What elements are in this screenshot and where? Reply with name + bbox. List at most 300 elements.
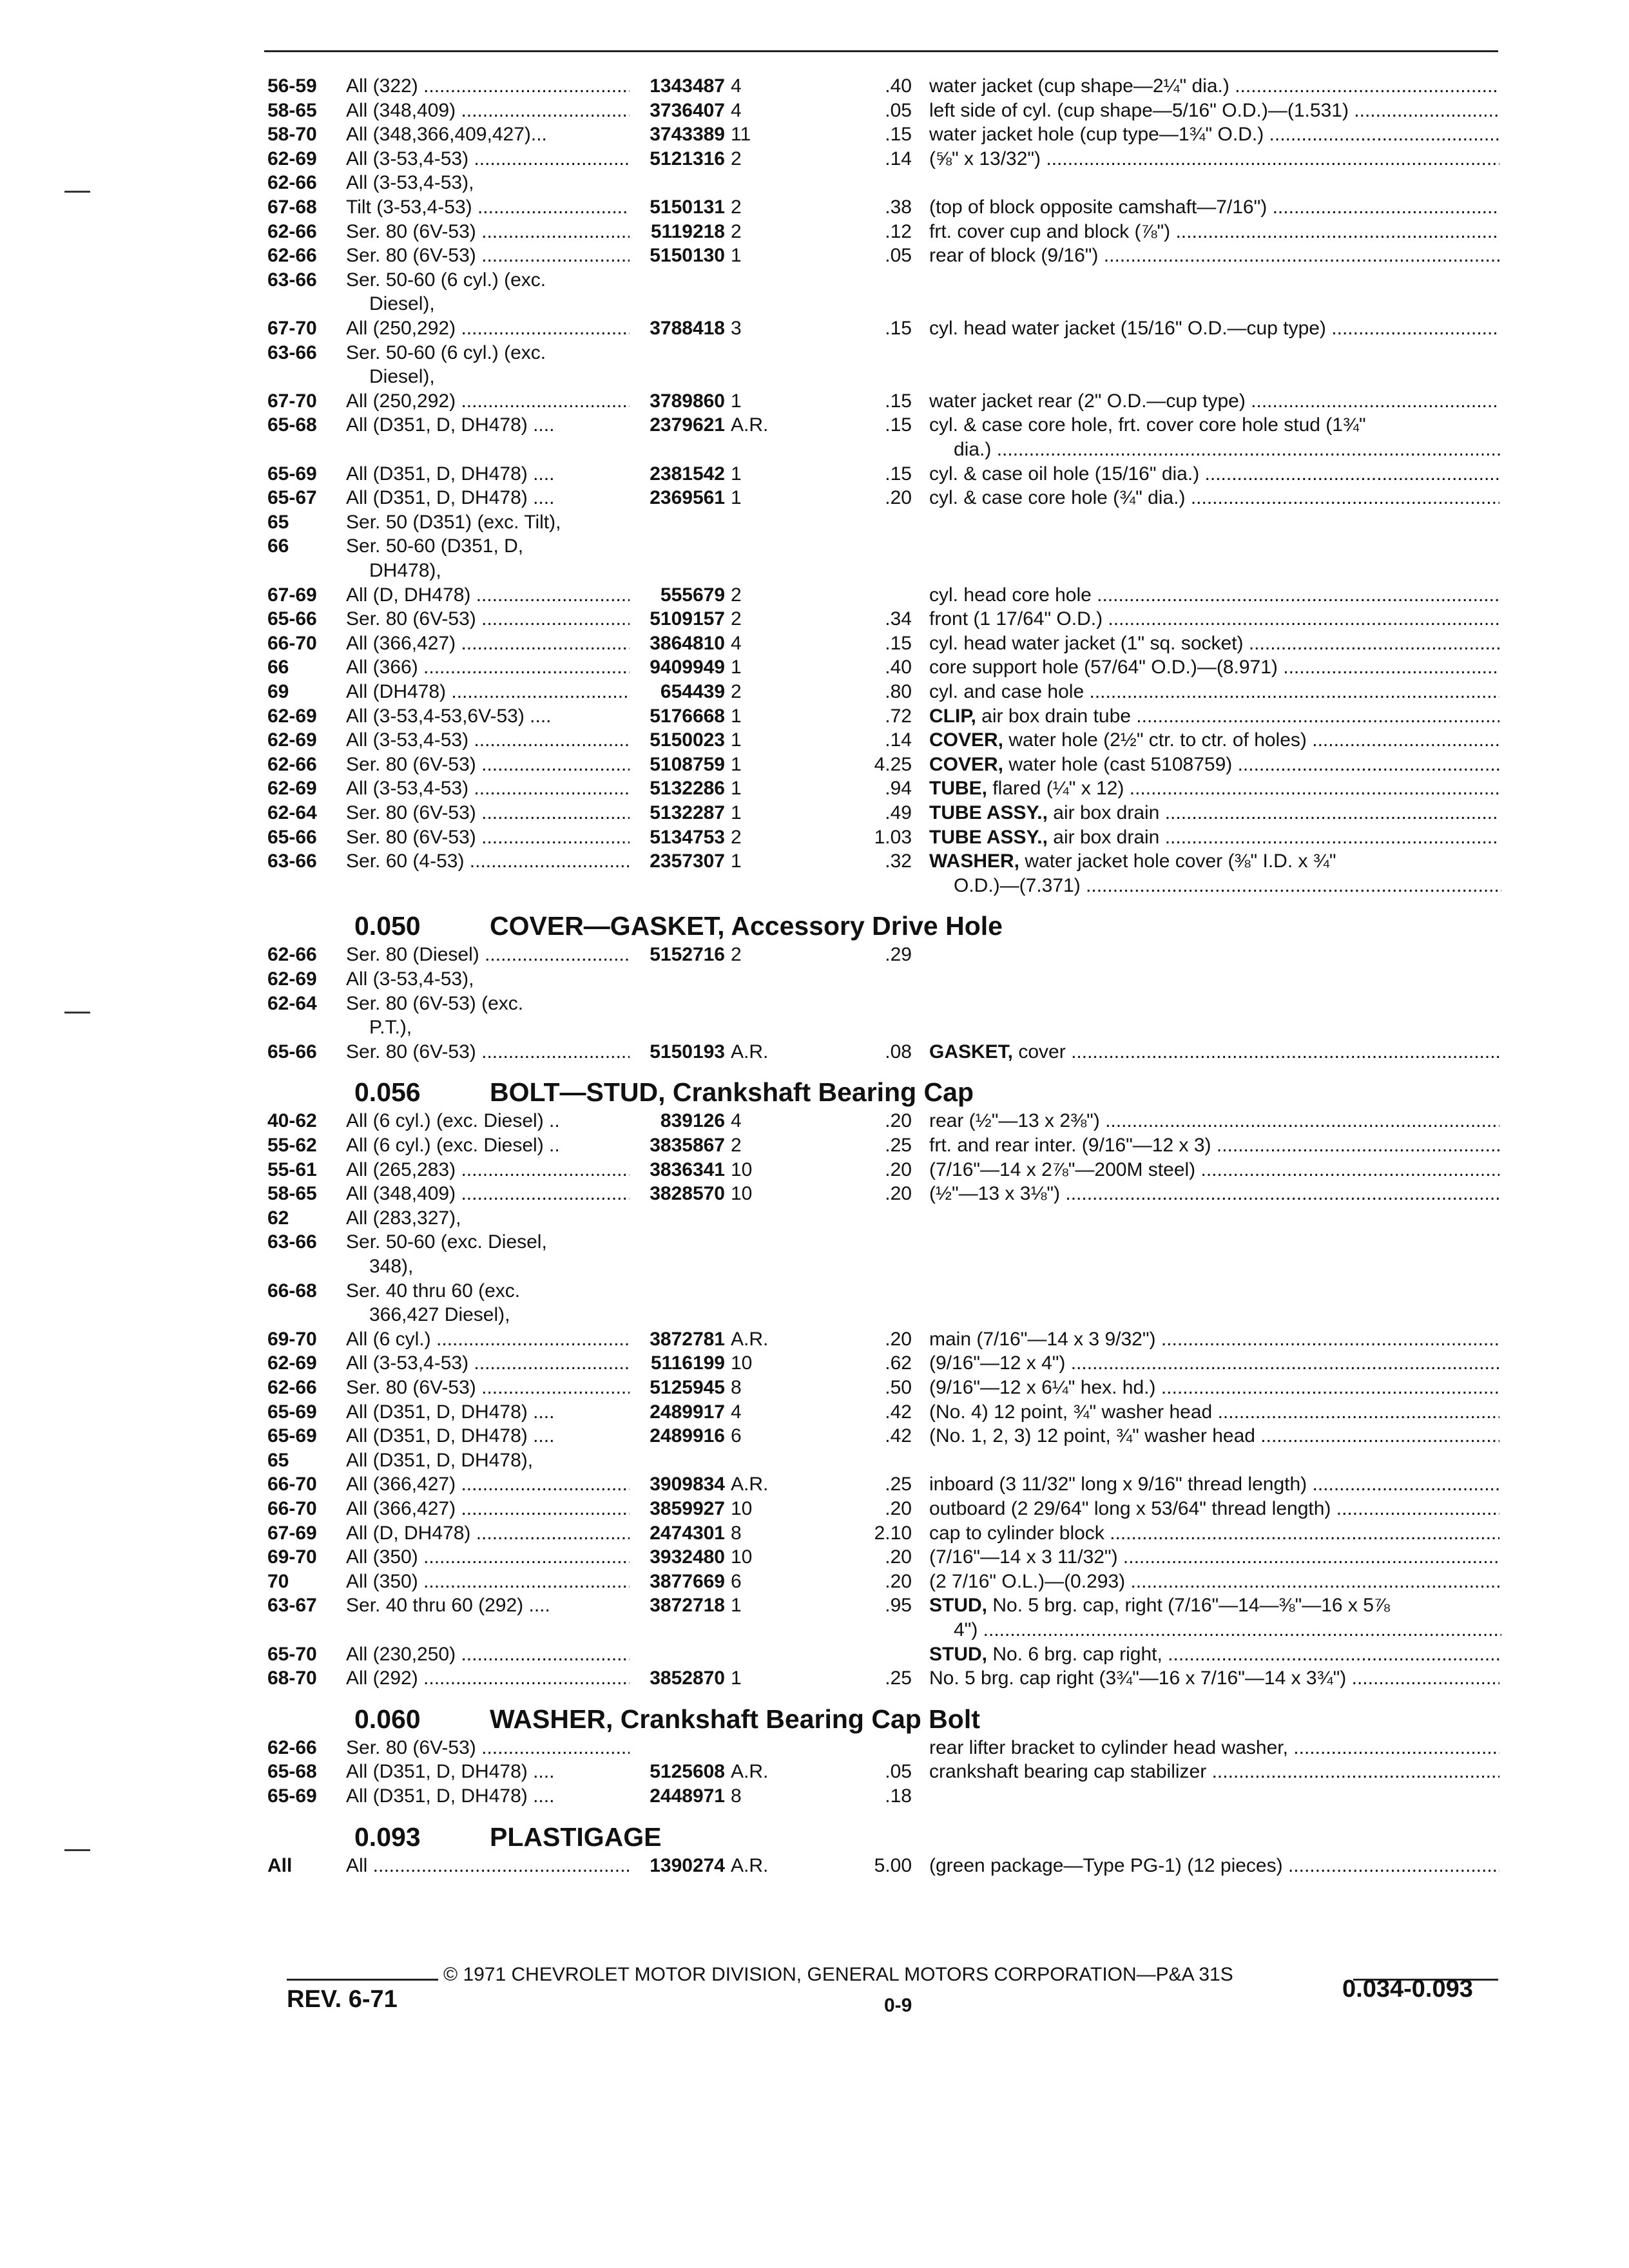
quantity-text: 2 (731, 944, 742, 966)
model-year-text: 65-66 (267, 1041, 317, 1062)
model-year (267, 1376, 317, 1400)
application (346, 1182, 630, 1206)
application (346, 1784, 630, 1809)
price (809, 753, 912, 777)
quantity (731, 776, 742, 801)
part-number-text: 5152716 (650, 944, 725, 966)
price (809, 244, 912, 268)
application-text: All (D, DH478) (346, 1522, 471, 1544)
price-text: .14 (885, 729, 912, 751)
application-text: Tilt (3-53,4-53) (346, 197, 472, 218)
application (346, 825, 630, 850)
table-row (0, 1618, 1629, 1642)
section-title: PLASTIGAGE (490, 1821, 662, 1852)
application-cont (369, 1303, 510, 1327)
application-text: All (3-53,4-53) (346, 729, 469, 751)
application-text: Ser. 80 (6V-53) (346, 245, 476, 267)
part-number (628, 122, 725, 147)
table-row (0, 680, 1629, 704)
model-year (267, 462, 317, 486)
application-text: All (250,292) (346, 318, 456, 339)
quantity-text: 10 (731, 1498, 753, 1519)
model-year (267, 1424, 317, 1448)
price-text: .15 (885, 390, 912, 412)
part-number (628, 1182, 725, 1206)
application (346, 1158, 630, 1182)
price-text: .05 (885, 245, 912, 267)
model-year (267, 967, 317, 992)
model-year (267, 992, 317, 1016)
section-code: 0.056 (354, 1077, 421, 1108)
part-number-text: 5108759 (650, 753, 725, 775)
model-year (267, 268, 317, 293)
quantity-text: 10 (731, 1352, 753, 1374)
model-year-text: 65-67 (267, 487, 317, 509)
quantity (731, 753, 742, 777)
model-year-text: 55-62 (267, 1135, 317, 1156)
model-year-text: 62-69 (267, 148, 317, 169)
price-text: 2.10 (874, 1522, 912, 1544)
table-row (0, 1497, 1629, 1521)
model-year (267, 316, 317, 341)
price (809, 1327, 912, 1352)
model-year (267, 776, 317, 801)
model-year (267, 1593, 317, 1618)
model-year (267, 849, 317, 874)
application-cont-text: 366,427 Diesel), (369, 1304, 510, 1326)
model-year (267, 122, 317, 147)
price-text: .14 (885, 148, 912, 169)
application-text: All (D351, D, DH478) .... (346, 1761, 555, 1783)
quantity (731, 74, 742, 99)
description-cont-text: dia.) (954, 439, 992, 460)
model-year (267, 1040, 317, 1064)
price (809, 1109, 912, 1133)
description-text: frt. and rear inter. (9/16"—12 x 3) (929, 1135, 1211, 1156)
model-year-text: 67-70 (267, 318, 317, 339)
model-year-text: 66-70 (267, 632, 317, 654)
quantity (731, 220, 742, 244)
price-text: .20 (885, 1328, 912, 1350)
description-text: cover (1018, 1041, 1066, 1062)
part-number (628, 825, 725, 850)
price (809, 389, 912, 414)
application (346, 1521, 630, 1546)
model-year (267, 413, 317, 437)
part-name: CLIP, (929, 705, 976, 727)
quantity (731, 1327, 768, 1352)
application (346, 776, 630, 801)
quantity-text: 1 (731, 1595, 742, 1617)
model-year (267, 534, 289, 559)
top-rule (264, 50, 1498, 52)
table-row (0, 753, 1629, 777)
description-text: cyl. head water jacket (15/16" O.D.—cup type) (929, 318, 1326, 339)
part-number-text: 2369561 (650, 487, 725, 509)
application-cont-text: Diesel), (369, 293, 435, 315)
application (346, 147, 630, 171)
quantity-text: 10 (731, 1183, 753, 1205)
model-year-text: 63-66 (267, 269, 317, 291)
part-number-text: 1343487 (650, 75, 725, 97)
part-number-text: 3872718 (650, 1595, 725, 1617)
price-text: .25 (885, 1474, 912, 1495)
application-text: All (3-53,4-53), (346, 172, 474, 194)
quantity (731, 122, 751, 147)
part-number-text: 2489917 (650, 1401, 725, 1423)
price (809, 680, 912, 704)
price (809, 607, 912, 631)
price (809, 1570, 912, 1594)
quantity (731, 1133, 742, 1158)
model-year-text: 63-66 (267, 850, 317, 872)
description-text: rear of block (9/16") (929, 245, 1099, 267)
model-year (267, 244, 317, 268)
description (929, 1376, 1499, 1400)
table-row (0, 74, 1629, 99)
part-number-text: 5119218 (650, 220, 725, 242)
part-number (628, 220, 725, 244)
price-text: .62 (885, 1352, 912, 1374)
description-text: water jacket hole (cup type—1¾" O.D.) (929, 124, 1264, 146)
part-number-text: 2448971 (650, 1785, 725, 1807)
model-year-text: 62-66 (267, 753, 317, 775)
part-name: TUBE, (929, 778, 987, 800)
table-row (0, 1133, 1629, 1158)
quantity-text: 4 (731, 1110, 742, 1132)
part-number-text: 839126 (660, 1110, 725, 1132)
application (346, 462, 630, 486)
quantity (731, 849, 742, 874)
price-text: .20 (885, 1570, 912, 1592)
description-text: front (1 17/64" O.D.) (929, 608, 1103, 630)
model-year-text: 62 (267, 1207, 289, 1229)
description-text: outboard (2 29/64" long x 53/64" thread length) (929, 1498, 1331, 1519)
application (346, 1593, 630, 1618)
description (929, 1424, 1499, 1448)
model-year-text: 67-69 (267, 1522, 317, 1544)
application (346, 967, 630, 992)
application-cont (369, 365, 435, 389)
price (809, 1545, 912, 1570)
table-row (0, 316, 1629, 341)
part-number (628, 244, 725, 268)
description-text: (green package—Type PG-1) (12 pieces) (929, 1854, 1283, 1876)
application (346, 1760, 630, 1784)
part-number (628, 195, 725, 220)
quantity (731, 389, 742, 414)
application (346, 753, 630, 777)
model-year-text: 67-69 (267, 584, 317, 606)
price-text: .95 (885, 1595, 912, 1617)
application-text: Ser. 50-60 (exc. Diesel, (346, 1231, 547, 1253)
table-row (0, 1760, 1629, 1784)
description (929, 1545, 1499, 1570)
description-text: (7/16"—14 x 3 11/32") (929, 1546, 1118, 1568)
model-year-text: 63-66 (267, 1231, 317, 1253)
quantity (731, 1497, 752, 1521)
table-row (0, 1279, 1629, 1303)
price (809, 316, 912, 341)
quantity (731, 1854, 768, 1878)
quantity-text: 6 (731, 1425, 742, 1447)
description (929, 631, 1499, 656)
model-year (267, 171, 317, 195)
copyright-line: © 1971 CHEVROLET MOTOR DIVISION, GENERAL MOTORS CORPORATION—P&A 31S (443, 1964, 1233, 1985)
part-name: STUD, (929, 1643, 987, 1665)
description-text: air box drain tube (981, 705, 1131, 727)
table-row (0, 1472, 1629, 1497)
part-number-text: 555679 (660, 584, 725, 606)
price (809, 147, 912, 171)
description (929, 1133, 1499, 1158)
table-row (0, 1040, 1629, 1064)
quantity-text: A.R. (731, 1328, 769, 1350)
application-cont (369, 1015, 412, 1040)
application-text: All (6 cyl.) (exc. Diesel) .. (346, 1110, 560, 1132)
description-text: (½"—13 x 3⅛") (929, 1183, 1061, 1205)
table-row (0, 292, 1629, 316)
part-number (628, 655, 725, 680)
description-text: cyl. head water jacket (1" sq. socket) (929, 632, 1244, 654)
quantity (731, 244, 742, 268)
application (346, 1570, 630, 1594)
part-number (628, 389, 725, 414)
quantity-text: 11 (731, 124, 751, 146)
price-text: .20 (885, 1183, 912, 1205)
price-text: .80 (885, 681, 912, 702)
price (809, 1351, 912, 1376)
quantity-text: 1 (731, 487, 742, 509)
part-number-text: 3932480 (650, 1546, 725, 1568)
model-year-text: 65-68 (267, 1761, 317, 1783)
section-title: COVER—GASKET, Accessory Drive Hole (490, 911, 1003, 941)
quantity (731, 680, 742, 704)
description-text: main (7/16"—14 x 3 9/32") (929, 1328, 1156, 1350)
application (346, 801, 630, 825)
description (929, 1854, 1499, 1878)
quantity (731, 1545, 752, 1570)
price-text: 4.25 (874, 753, 912, 775)
application (346, 244, 630, 268)
part-number (628, 147, 725, 171)
part-name: WASHER, (929, 850, 1020, 872)
description-text: (⅝" x 13/32") (929, 148, 1041, 169)
quantity (731, 1784, 742, 1809)
price-text: .12 (885, 220, 912, 242)
table-row (0, 1666, 1629, 1691)
quantity (731, 1760, 768, 1784)
model-year-text: 63-66 (267, 341, 317, 363)
description-text: water hole (cast 5108759) (1008, 753, 1233, 775)
part-number (628, 849, 725, 874)
price (809, 728, 912, 753)
table-row (0, 728, 1629, 753)
part-number-text: 2474301 (650, 1522, 725, 1544)
model-year (267, 728, 317, 753)
model-year (267, 195, 317, 220)
application (346, 534, 630, 559)
model-year-text: 67-70 (267, 390, 317, 412)
description-text: water jacket (cup shape—2¼" dia.) (929, 75, 1229, 97)
application-cont-text: DH478), (369, 560, 441, 581)
model-year-text: 62-69 (267, 778, 317, 800)
application-text: All (348,366,409,427)... (346, 124, 547, 146)
quantity-text: 4 (731, 1401, 742, 1423)
quantity (731, 99, 742, 123)
price-text: .72 (885, 705, 912, 727)
application-text: All (348,409) (346, 99, 456, 121)
application-text: All (350) (346, 1546, 418, 1568)
part-number-text: 5150130 (650, 245, 725, 267)
application-text: All (D351, D, DH478) .... (346, 487, 555, 509)
part-number (628, 74, 725, 99)
table-row (0, 583, 1629, 608)
description (929, 849, 1499, 874)
price (809, 1158, 912, 1182)
price-text: .42 (885, 1425, 912, 1447)
part-number (628, 1545, 725, 1570)
table-row (0, 607, 1629, 631)
model-year (267, 220, 317, 244)
quantity-text: 1 (731, 850, 742, 872)
price (809, 655, 912, 680)
price (809, 462, 912, 486)
model-year (267, 1497, 317, 1521)
application-text: All (366) (346, 657, 418, 678)
application-text: All (250,292) (346, 390, 456, 412)
application-text: Ser. 50 (D351) (exc. Tilt), (346, 511, 561, 533)
quantity-text: A.R. (731, 1854, 769, 1876)
model-year (267, 1400, 317, 1425)
description-cont (954, 1618, 1501, 1642)
description (929, 1736, 1499, 1760)
part-number (628, 680, 725, 704)
description (929, 776, 1499, 801)
table-row (0, 1254, 1629, 1279)
price-text: .15 (885, 632, 912, 654)
application-text: All (366,427) (346, 632, 456, 654)
price (809, 1182, 912, 1206)
table-row (0, 1376, 1629, 1400)
application (346, 171, 630, 195)
model-year-text: 66 (267, 535, 289, 557)
price (809, 1472, 912, 1497)
description (929, 462, 1499, 486)
model-year (267, 583, 317, 608)
quantity-text: 2 (731, 608, 742, 630)
part-number-text: 5176668 (650, 705, 725, 727)
quantity (731, 583, 742, 608)
price (809, 1521, 912, 1546)
price-text: .15 (885, 318, 912, 339)
quantity-text: 10 (731, 1158, 753, 1180)
price (809, 1784, 912, 1809)
price-text: .15 (885, 463, 912, 485)
model-year (267, 631, 317, 656)
application-text: Ser. 80 (6V-53) (exc. (346, 992, 524, 1014)
part-name: STUD, (929, 1595, 987, 1617)
price (809, 1424, 912, 1448)
quantity-text: 1 (731, 463, 742, 485)
quantity (731, 486, 742, 510)
price-text: 5.00 (874, 1854, 912, 1876)
table-row (0, 1736, 1629, 1760)
application (346, 704, 630, 729)
application (346, 1854, 630, 1878)
price (809, 122, 912, 147)
description (929, 1327, 1499, 1352)
table-row (0, 122, 1629, 147)
application (346, 413, 630, 437)
part-number-text: 3743389 (650, 124, 725, 146)
table-row (0, 1206, 1629, 1231)
page-number: 0-9 (884, 1995, 912, 2016)
table-row (0, 943, 1629, 967)
application (346, 1448, 630, 1473)
quantity (731, 1521, 742, 1546)
part-number-text: 3852870 (650, 1667, 725, 1689)
model-year-text: 66-70 (267, 1474, 317, 1495)
model-year-text: 65-69 (267, 1785, 317, 1807)
quantity-text: A.R. (731, 1041, 769, 1062)
table-row (0, 220, 1629, 244)
description-text: rear (½"—13 x 2⅜") (929, 1110, 1100, 1132)
part-number (628, 753, 725, 777)
price-text: .20 (885, 1546, 912, 1568)
table-row (0, 1015, 1629, 1040)
application (346, 1376, 630, 1400)
part-name: COVER, (929, 753, 1004, 775)
table-row (0, 825, 1629, 850)
model-year (267, 753, 317, 777)
description-text: No. 6 brg. cap right, (992, 1643, 1162, 1665)
description (929, 1497, 1499, 1521)
price-text: .15 (885, 414, 912, 436)
application-text: All (D351, D, DH478), (346, 1449, 534, 1471)
part-number (628, 1400, 725, 1425)
model-year (267, 1642, 317, 1667)
part-number (628, 462, 725, 486)
application-text: Ser. 50-60 (6 cyl.) (exc. (346, 341, 546, 363)
model-year-text: 62-66 (267, 172, 317, 194)
model-year-text: 62-66 (267, 220, 317, 242)
model-year (267, 801, 317, 825)
model-year-text: 65 (267, 1449, 289, 1471)
application-text: Ser. 60 (4-53) (346, 850, 465, 872)
section-code: 0.060 (354, 1704, 421, 1734)
price-text: .42 (885, 1401, 912, 1423)
table-row (0, 510, 1629, 535)
quantity (731, 655, 742, 680)
part-number (628, 776, 725, 801)
price (809, 1593, 912, 1618)
description (929, 389, 1499, 414)
table-row (0, 1642, 1629, 1667)
part-number-text: 2381542 (650, 463, 725, 485)
description-text: cap to cylinder block (929, 1522, 1104, 1544)
model-year-text: 62-69 (267, 729, 317, 751)
description (929, 1666, 1499, 1691)
application-text: Ser. 80 (6V-53) (346, 802, 476, 823)
application (346, 1040, 630, 1064)
price (809, 99, 912, 123)
part-name: TUBE ASSY., (929, 826, 1048, 848)
model-year-text: 69-70 (267, 1546, 317, 1568)
part-number (628, 1784, 725, 1809)
description-text: (7/16"—14 x 2⅞"—200M steel) (929, 1158, 1196, 1180)
quantity (731, 607, 742, 631)
